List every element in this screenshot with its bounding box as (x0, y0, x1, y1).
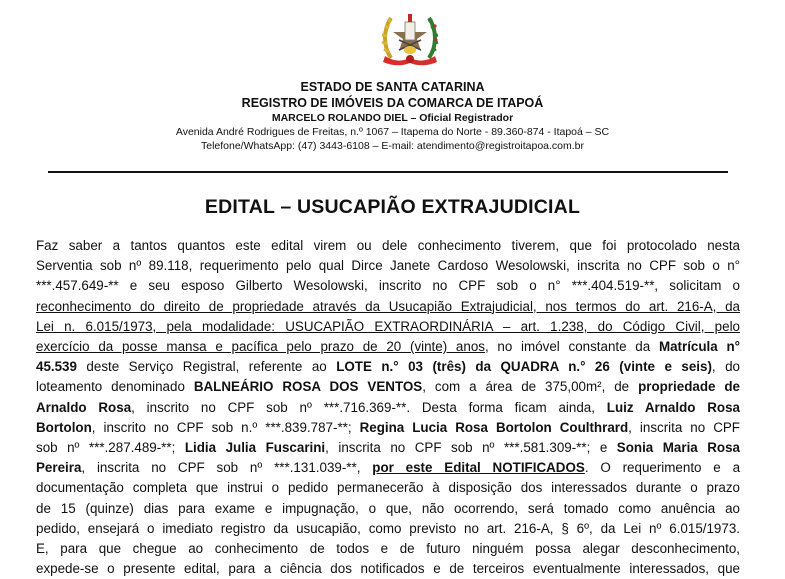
body-line (36, 317, 740, 337)
text-run: Lei n. 6.015/1973, pela modalidade: USUCAPIÃO EXTRAORDINÁRIA – art. 1.238, do Código Civil, pelo (36, 318, 740, 334)
coat-of-arms-icon (377, 6, 443, 70)
text-run: ***.457.649-** e seu esposo Gilberto Wesolowski, inscrito no CPF sob o n° ***.404.519-**, solicitam o (36, 278, 740, 294)
text-run: de 15 (quinze) dias para exame e impugnação, o que, não ocorrendo, será tomado como anuência ao (36, 500, 740, 516)
text-run: , no imóvel constante da (484, 339, 659, 355)
text-run: Bortolon (36, 419, 92, 435)
office-contact: Telefone/WhatsApp: (47) 3443-6108 – E-mail: atendimento@registroitapoa.com.br (200, 140, 585, 152)
text-run: BALNEÁRIO ROSA DOS VENTOS (193, 379, 423, 395)
text-run: , inscrita no CPF sob nº ***.581.309-**; e (325, 440, 617, 456)
body-line (36, 398, 740, 418)
text-run: . O requerimento e a (584, 460, 741, 476)
body-line (36, 418, 740, 438)
text-run: Pereira (36, 460, 82, 476)
text-run: LOTE n.° 03 (três) da QUADRA n.° 26 (vinte e seis) (336, 359, 712, 375)
text-run: loteamento denominado (36, 379, 194, 395)
text-run: Regina Lucia Rosa Bortolon Coulthrard (359, 419, 629, 435)
text-run: Faz saber a tantos quantos este edital virem ou dele conhecimento tiverem, que foi protocolado nesta (36, 238, 740, 253)
body-line (36, 559, 740, 579)
body-line (36, 297, 740, 317)
text-run: pedido, ensejará o imediato registro da usucapião, como previsto no art. 216-A, § 6º, da Lei nº 6.015/1973. (36, 520, 740, 536)
text-run: Serventia sob nº 89.118, requerimento pelo qual Dirce Janete Cardoso Wesolowski, inscrita no CPF sob o n° (36, 258, 740, 274)
body-line (36, 236, 740, 256)
text-run: propriedade de (638, 379, 740, 395)
body-line (36, 377, 740, 397)
body-line (36, 458, 740, 478)
text-run: Sonia Maria Rosa (616, 440, 741, 456)
edict-paragraph (36, 236, 740, 579)
body-line (36, 337, 740, 357)
text-run: Matrícula n° (658, 339, 740, 355)
body-line (36, 499, 740, 519)
text-run: por este Edital NOTIFICADOS (372, 460, 585, 476)
document-title: EDITAL – USUCAPIÃO EXTRAJUDICIAL (204, 196, 581, 218)
office-address: Avenida André Rodrigues de Freitas, n.º 1067 – Itapema do Norte - 89.360-874 - Itapoá – SC (175, 126, 610, 138)
text-run: , inscrito no CPF sob n.º ***.839.787-**; (91, 419, 360, 435)
text-run: Arnaldo Rosa (36, 399, 132, 415)
text-run: , com a área de 375,00m², de (422, 379, 639, 395)
body-line (36, 539, 740, 559)
registry-office-name: REGISTRO DE IMÓVEIS DA COMARCA DE ITAPOÁ (241, 96, 544, 110)
state-name: ESTADO DE SANTA CATARINA (300, 80, 485, 94)
text-run: expede-se o presente edital, para a ciência dos notificados e de terceiros eventualmente interessados, que (36, 561, 740, 577)
text-run: E, para que chegue ao conhecimento de todos e de futuro ninguém possa alegar desconhecimento, (36, 541, 740, 557)
text-run: Luiz Arnaldo Rosa (606, 399, 740, 415)
body-line (36, 276, 740, 296)
text-run: reconhecimento do direito de propriedade através da Usucapião Extrajudicial, nos termos do art. 216-A, da (36, 298, 740, 314)
edict-body (36, 236, 740, 579)
body-line (36, 357, 740, 377)
body-line (36, 478, 740, 498)
text-run: documentação completa que instrui o pedido permanecerão à disposição dos interessados durante o prazo (36, 480, 740, 496)
coat-of-arms-emblem (377, 6, 443, 70)
text-run: , do (711, 359, 740, 375)
text-run: , inscrita no CPF sob nº ***.131.039-**, (81, 460, 373, 476)
official-registrar: MARCELO ROLANDO DIEL – Oficial Registrador (271, 112, 514, 124)
text-run: , inscrita no CPF (628, 419, 740, 435)
text-run: sob nº ***.287.489-**; (36, 440, 185, 456)
body-line (36, 519, 740, 539)
body-line (36, 438, 740, 458)
text-run: exercício da posse mansa e pacífica pelo prazo de 20 (vinte) anos (36, 339, 485, 355)
text-run: 45.539 (36, 359, 77, 375)
body-line (36, 256, 740, 276)
text-run: deste Serviço Registral, referente ao (76, 359, 337, 375)
letterhead (0, 79, 785, 153)
header-divider (48, 171, 728, 173)
text-run: , inscrito no CPF sob nº ***.716.369-**. Desta forma ficam ainda, (131, 399, 607, 415)
text-run: Lidia Julia Fuscarini (184, 440, 326, 456)
